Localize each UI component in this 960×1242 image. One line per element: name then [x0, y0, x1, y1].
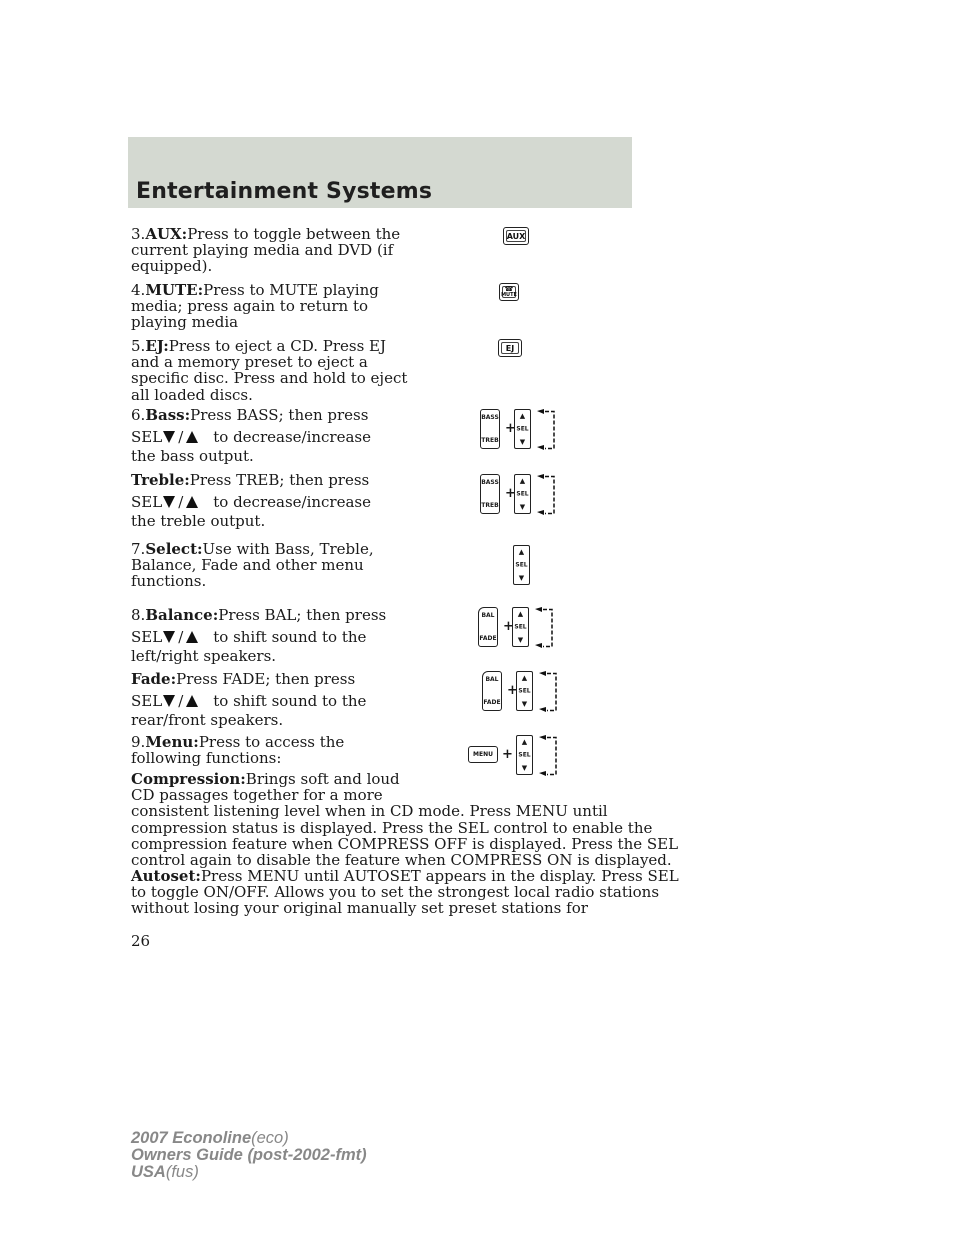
balance-control-figure: BAL FADE + ▲ SEL ▼ [476, 605, 556, 651]
treble-control-figure: BASS TREB + ▲ SEL ▼ [478, 472, 558, 518]
bracket-arrow-icon [534, 472, 558, 518]
bracket-arrow-icon [532, 605, 556, 651]
menu-term: Menu: [145, 733, 199, 751]
bal-fade-rocker: BAL FADE [478, 607, 498, 647]
document-footer: 2007 Econoline(eco) Owners Guide (post-2002-fmt) USA(fus) [131, 1129, 367, 1181]
ej-paragraph: 5.EJ:Press to eject a CD. Press EJ and a memory preset to eject a specific disc. Press and hold to eject all loaded discs. [131, 337, 408, 404]
down-arrow-icon [163, 431, 175, 443]
autoset-term: Autoset: [131, 867, 201, 885]
compression-paragraph: Compression:Brings soft and loud CD passages together for a more consistent listening level when in CD mode. Press MENU until compression status is displayed. Press the SEL control to enable the compression feature when COMPRESS OFF is displayed. Press the SEL control again to disable the feature when COMPRESS ON is displayed. [131, 770, 679, 870]
menu-button: MENU [468, 746, 498, 763]
menu-paragraph: 9.Menu:Press to access the following functions: [131, 733, 345, 768]
phone-icon: ☎ [504, 285, 514, 293]
bass-paragraph: 6.Bass:Press BASS; then press SEL / to decrease/increase the bass output. [131, 406, 371, 466]
mute-paragraph: 4.MUTE:Press to MUTE playing media; press again to return to playing media [131, 281, 379, 332]
sel-control: ▲ SEL ▼ [514, 409, 531, 449]
balance-paragraph: 8.Balance:Press BAL; then press SEL / to shift sound to the left/right speakers. [131, 606, 387, 666]
select-term: Select: [145, 540, 203, 558]
bal-fade-rocker: BAL FADE [482, 671, 502, 711]
sel-control: ▲ SEL ▼ [516, 735, 533, 775]
up-arrow-icon [186, 695, 198, 707]
ej-term: EJ: [145, 337, 169, 355]
sel-control: ▲ SEL ▼ [516, 671, 533, 711]
fade-term: Fade: [131, 670, 177, 688]
bass-treb-rocker: BASS TREB [480, 474, 500, 514]
menu-control-figure: MENU + ▲ SEL ▼ [466, 733, 560, 779]
balance-term: Balance: [145, 606, 219, 624]
up-arrow-icon [186, 431, 198, 443]
aux-button-figure: AUX [503, 227, 529, 245]
aux-paragraph: 3.AUX:Press to toggle between the current playing media and DVD (if equipped). [131, 225, 401, 276]
down-arrow-icon [163, 695, 175, 707]
page-number: 26 [131, 932, 151, 950]
mute-term: MUTE: [145, 281, 204, 299]
fade-paragraph: Fade:Press FADE; then press SEL / to shift sound to the rear/front speakers. [131, 670, 367, 730]
down-arrow-icon [163, 631, 175, 643]
section-title: Entertainment Systems [136, 179, 433, 204]
bass-control-figure: BASS TREB + ▲ SEL ▼ [478, 407, 558, 453]
mute-button-figure: ☎ MUTE [499, 283, 519, 301]
select-paragraph: 7.Select:Use with Bass, Treble, Balance, Fade and other menu functions. [131, 540, 374, 591]
up-arrow-icon [186, 631, 198, 643]
fade-control-figure: BAL FADE + ▲ SEL ▼ [480, 669, 560, 715]
ej-button-figure: EJ [498, 339, 522, 357]
bracket-arrow-icon [534, 407, 558, 453]
select-control-figure: ▲ SEL ▼ [513, 545, 530, 585]
autoset-paragraph: Autoset:Press MENU until AUTOSET appears in the display. Press SEL to toggle ON/OFF. Allows you to set the strongest local radio stations without losing your original manually set preset stations for [131, 867, 679, 918]
bracket-arrow-icon [536, 669, 560, 715]
aux-term: AUX: [145, 225, 188, 243]
treble-paragraph: Treble:Press TREB; then press SEL / to decrease/increase the treble output. [131, 471, 371, 531]
section-header [128, 137, 632, 208]
sel-control: ▲ SEL ▼ [514, 474, 531, 514]
bass-treb-rocker: BASS TREB [480, 409, 500, 449]
treble-term: Treble: [131, 471, 190, 489]
compression-term: Compression: [131, 770, 246, 788]
bass-term: Bass: [145, 406, 191, 424]
up-arrow-icon [186, 496, 198, 508]
down-arrow-icon [163, 496, 175, 508]
sel-control: ▲ SEL ▼ [512, 607, 529, 647]
